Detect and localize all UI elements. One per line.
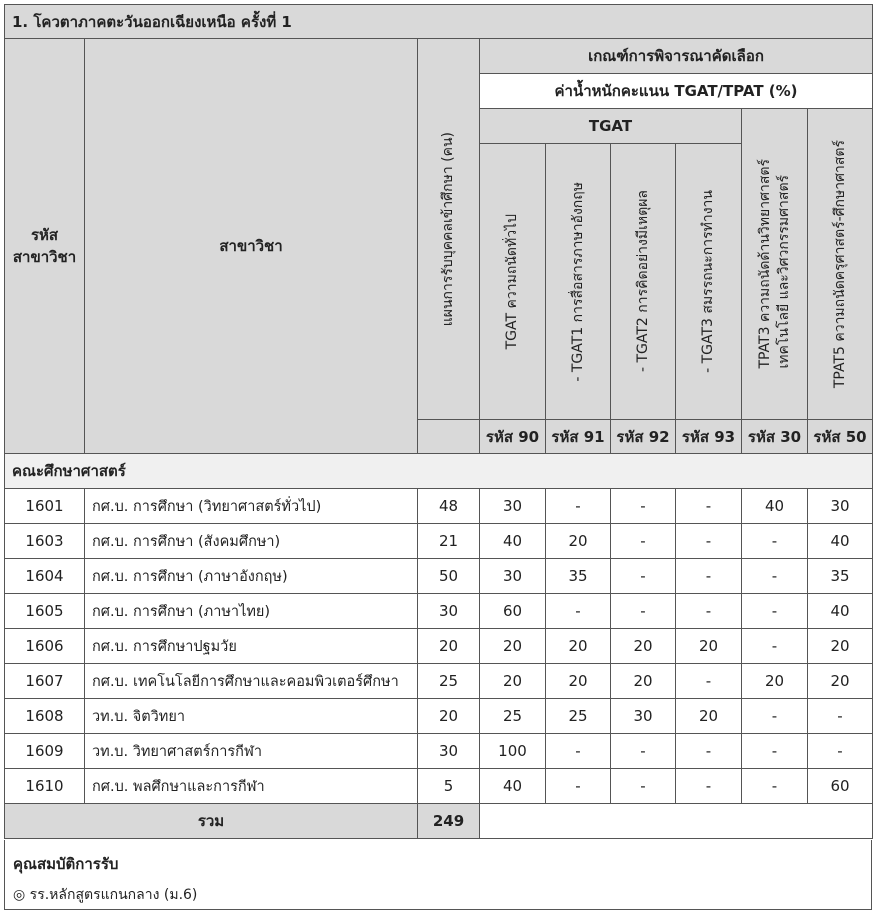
row-val-93: -: [676, 769, 742, 804]
qualifications-box: [4, 840, 872, 910]
header-col-tpat5-label: TPAT5 ความถนัดครุศาสตร์-ศึกษาศาสตร์: [831, 139, 848, 389]
row-val-91: 20: [546, 664, 611, 699]
row-val-30: -: [742, 559, 808, 594]
row-name: กศ.บ. การศึกษา (สังคมศึกษา): [85, 524, 418, 559]
row-val-92: -: [611, 524, 676, 559]
quota-table: [4, 4, 873, 839]
row-val-30: -: [742, 699, 808, 734]
row-name: กศ.บ. เทคโนโลยีการศึกษาและคอมพิวเตอร์ศึกษา: [85, 664, 418, 699]
header-program: สาขาวิชา: [85, 39, 418, 454]
row-seats: 5: [418, 769, 480, 804]
row-val-92: 20: [611, 629, 676, 664]
row-seats: 48: [418, 489, 480, 524]
row-seats: 50: [418, 559, 480, 594]
row-val-92: -: [611, 594, 676, 629]
row-val-50: 20: [808, 664, 873, 699]
header-criteria: เกณฑ์การพิจารณาคัดเลือก: [480, 39, 873, 74]
row-val-93: 20: [676, 699, 742, 734]
row-val-93: -: [676, 594, 742, 629]
row-val-93: -: [676, 734, 742, 769]
row-code: 1609: [5, 734, 85, 769]
row-val-30: 40: [742, 489, 808, 524]
quota-document: [4, 4, 872, 839]
row-val-90: 30: [480, 489, 546, 524]
row-val-93: -: [676, 664, 742, 699]
header-code-92: รหัส 92: [611, 420, 676, 454]
total-label: รวม: [5, 804, 418, 839]
qualification-item: [13, 884, 197, 906]
header-code: รหัส สาขาวิชา: [5, 39, 85, 454]
row-code: 1605: [5, 594, 85, 629]
table-row: [5, 734, 873, 769]
header-col-tgat-label: TGAT ความถนัดทั่วไป: [504, 213, 520, 350]
row-val-90: 25: [480, 699, 546, 734]
row-val-91: 25: [546, 699, 611, 734]
total-value: 249: [418, 804, 480, 839]
row-val-90: 40: [480, 769, 546, 804]
row-val-91: -: [546, 594, 611, 629]
row-val-92: -: [611, 559, 676, 594]
row-name: กศ.บ. การศึกษา (ภาษาไทย): [85, 594, 418, 629]
row-val-90: 100: [480, 734, 546, 769]
header-col-tgat2-label: - TGAT2 การคิดอย่างมีเหตุผล: [634, 190, 651, 373]
row-val-30: 20: [742, 664, 808, 699]
header-code-30: รหัส 30: [742, 420, 808, 454]
header-code-50: รหัส 50: [808, 420, 873, 454]
row-val-91: -: [546, 734, 611, 769]
row-val-50: -: [808, 734, 873, 769]
header-col-tgat1-label: - TGAT1 การสื่อสารภาษาอังกฤษ: [569, 181, 586, 382]
header-weight: ค่าน้ำหนักคะแนน TGAT/TPAT (%): [480, 74, 873, 109]
table-row: [5, 664, 873, 699]
row-val-92: -: [611, 769, 676, 804]
row-val-30: -: [742, 594, 808, 629]
qualification-text: รร.หลักสูตรแกนกลาง (ม.6): [29, 887, 198, 903]
row-val-90: 20: [480, 664, 546, 699]
row-val-90: 60: [480, 594, 546, 629]
qualifications-title: คุณสมบัติการรับ: [13, 855, 119, 873]
row-seats: 25: [418, 664, 480, 699]
header-code-91: รหัส 91: [546, 420, 611, 454]
header-seats-code-spacer: [418, 420, 480, 454]
row-val-50: 60: [808, 769, 873, 804]
row-val-91: -: [546, 489, 611, 524]
row-val-50: 30: [808, 489, 873, 524]
table-row: [5, 559, 873, 594]
row-name: กศ.บ. การศึกษา (ภาษาอังกฤษ): [85, 559, 418, 594]
row-seats: 21: [418, 524, 480, 559]
row-val-30: -: [742, 734, 808, 769]
row-code: 1604: [5, 559, 85, 594]
bullet-icon: ◎: [13, 887, 26, 903]
table-row: [5, 594, 873, 629]
table-row: [5, 769, 873, 804]
row-val-92: -: [611, 489, 676, 524]
header-code-90: รหัส 90: [480, 420, 546, 454]
header-col-tgat1: [546, 144, 611, 420]
row-seats: 20: [418, 629, 480, 664]
table-row: [5, 524, 873, 559]
row-val-90: 30: [480, 559, 546, 594]
row-seats: 20: [418, 699, 480, 734]
row-val-93: -: [676, 559, 742, 594]
row-val-91: -: [546, 769, 611, 804]
total-blank: [480, 804, 873, 839]
table-title: 1. โควตาภาคตะวันออกเฉียงเหนือ ครั้งที่ 1: [5, 5, 873, 39]
row-name: กศ.บ. การศึกษาปฐมวัย: [85, 629, 418, 664]
header-col-tpat3: [742, 109, 808, 420]
header-tgat-group: TGAT: [480, 109, 742, 144]
row-val-50: -: [808, 699, 873, 734]
row-val-30: -: [742, 629, 808, 664]
row-val-90: 20: [480, 629, 546, 664]
row-name: กศ.บ. การศึกษา (วิทยาศาสตร์ทั่วไป): [85, 489, 418, 524]
row-val-50: 40: [808, 524, 873, 559]
row-code: 1610: [5, 769, 85, 804]
row-val-91: 20: [546, 629, 611, 664]
row-val-92: 20: [611, 664, 676, 699]
row-val-50: 40: [808, 594, 873, 629]
row-val-91: 20: [546, 524, 611, 559]
row-val-92: 30: [611, 699, 676, 734]
header-col-tgat: [480, 144, 546, 420]
header-col-tpat5: [808, 109, 873, 420]
row-val-93: 20: [676, 629, 742, 664]
row-code: 1607: [5, 664, 85, 699]
header-col-tpat3-label: TPAT3 ความถนัดด้านวิทยาศาสตร์ เทคโนโลยี และวิศวกรรมศาสตร์: [756, 159, 792, 369]
row-val-30: -: [742, 524, 808, 559]
table-row: [5, 489, 873, 524]
row-val-50: 20: [808, 629, 873, 664]
row-seats: 30: [418, 594, 480, 629]
table-row: [5, 629, 873, 664]
header-code-93: รหัส 93: [676, 420, 742, 454]
header-seats: [418, 39, 480, 420]
row-code: 1606: [5, 629, 85, 664]
row-name: กศ.บ. พลศึกษาและการกีฬา: [85, 769, 418, 804]
header-seats-label: แผนการรับบุคคลเข้าศึกษา (คน): [440, 131, 456, 327]
row-name: วท.บ. วิทยาศาสตร์การกีฬา: [85, 734, 418, 769]
header-col-tgat3-label: - TGAT3 สมรรถนะการทำงาน: [700, 190, 716, 373]
row-val-91: 35: [546, 559, 611, 594]
header-col-tgat2: [611, 144, 676, 420]
row-val-93: -: [676, 524, 742, 559]
row-val-90: 40: [480, 524, 546, 559]
row-code: 1601: [5, 489, 85, 524]
row-val-92: -: [611, 734, 676, 769]
row-val-30: -: [742, 769, 808, 804]
row-seats: 30: [418, 734, 480, 769]
row-code: 1608: [5, 699, 85, 734]
table-row: [5, 699, 873, 734]
row-val-50: 35: [808, 559, 873, 594]
row-name: วท.บ. จิตวิทยา: [85, 699, 418, 734]
row-code: 1603: [5, 524, 85, 559]
faculty-heading: คณะศึกษาศาสตร์: [5, 454, 873, 489]
row-val-93: -: [676, 489, 742, 524]
header-col-tgat3: [676, 144, 742, 420]
